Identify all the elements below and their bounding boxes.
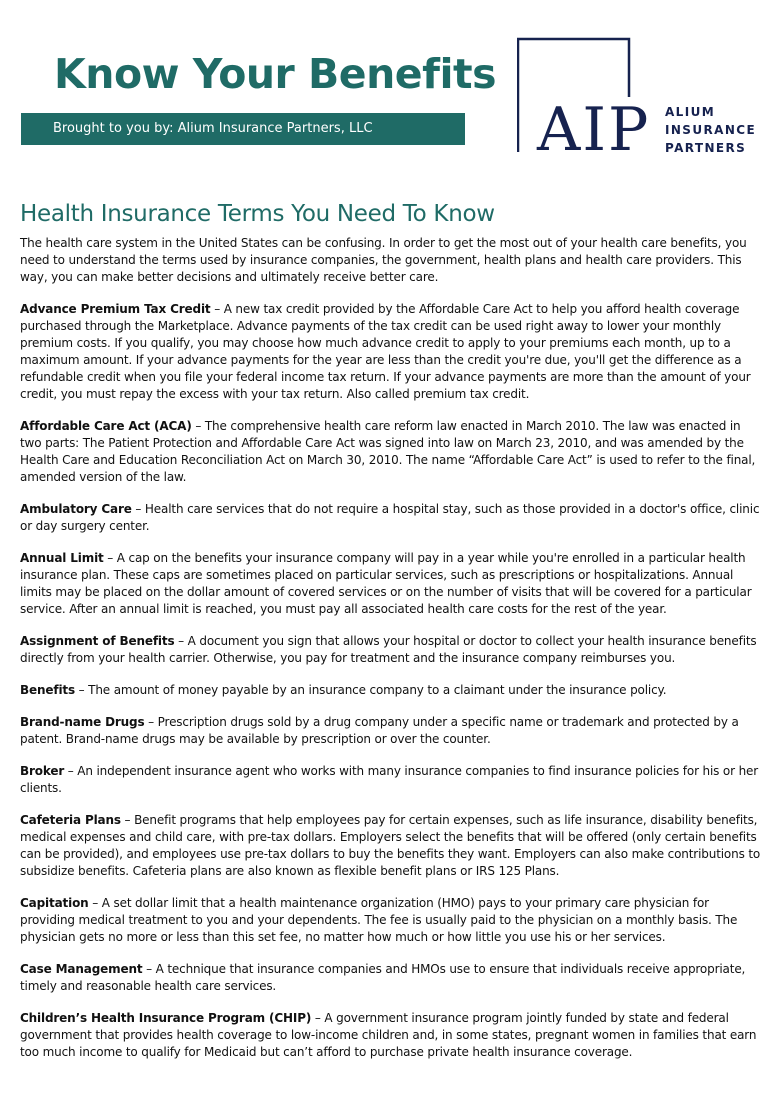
logo-line-1: ALIUM — [665, 105, 716, 119]
glossary-term: Case Management — [20, 962, 143, 976]
glossary-definition: – A document you sign that allows your hospital or doctor to collect your health insurance benefits directly from your health carrier. Otherwise, you pay for treatment and the insurance company reimburses you. — [20, 634, 757, 665]
glossary-term: Broker — [20, 764, 65, 778]
company-logo — [517, 37, 767, 155]
glossary-definition: – The amount of money payable by an insurance company to a claimant under the insurance policy. — [74, 683, 667, 697]
glossary-entry — [20, 1010, 763, 1061]
glossary-definition: – A cap on the benefits your insurance company will pay in a year while you're enrolled in a particular health insurance plan. These caps are sometimes placed on particular services, such as prescriptions or hospitalizations. Annual limits may be placed on the dollar amount of covered services or on the number of visits that will be covered for a particular service. After an annual limit is reached, you must pay all associated health care costs for the rest of the year. — [20, 551, 752, 616]
glossary-term: Capitation — [20, 896, 89, 910]
intro-paragraph: The health care system in the United States can be confusing. In order to get the most out of your health care benefits, you need to understand the terms used by insurance companies, the government, health plans and health care providers. This way, you can make better decisions and ultimately receive better care. — [20, 236, 747, 284]
glossary-definition: – Prescription drugs sold by a drug company under a specific name or trademark and protected by a patent. Brand-name drugs may be available by prescription or over the counter. — [20, 715, 739, 746]
glossary-definition: – A new tax credit provided by the Affordable Care Act to help you afford health coverage purchased through the Marketplace. Advance payments of the tax credit can be used right away to lower your monthly premium costs. If you qualify, you may choose how much advance credit to apply to your premiums each month, up to a maximum amount. If your advance payments for the year are less than the credit you're due, you'll get the difference as a refundable credit when you file your federal income tax return. If your advance payments are more than the amount of your credit, you must repay the excess with your tax return. Also called premium tax credit. — [20, 302, 751, 401]
glossary-term: Brand-name Drugs — [20, 715, 145, 729]
glossary-entry — [20, 682, 763, 699]
glossary-term: Affordable Care Act (ACA) — [20, 419, 192, 433]
glossary-definition: – A technique that insurance companies and HMOs use to ensure that individuals receive appropriate, timely and reasonable health care services. — [20, 962, 746, 993]
logo-line-2: INSURANCE — [665, 123, 757, 137]
glossary-entry — [20, 301, 763, 403]
glossary-term: Annual Limit — [20, 551, 104, 565]
logo-monogram: AIP — [537, 95, 651, 155]
glossary-definition: – A government insurance program jointly funded by state and federal government that provides health coverage to low-income children and, in some states, pregnant women in families that earn too much income to qualify for Medicaid but can’t afford to purchase private health insurance coverage. — [20, 1011, 757, 1059]
glossary-entry — [20, 633, 763, 667]
glossary-term: Ambulatory Care — [20, 502, 132, 516]
section-heading: Health Insurance Terms You Need To Know — [20, 201, 495, 227]
glossary-entry — [20, 418, 763, 486]
glossary-entry — [20, 714, 763, 748]
glossary-entry — [20, 763, 763, 797]
logo-line-3: PARTNERS — [665, 141, 747, 155]
glossary-definition: – Health care services that do not require a hospital stay, such as those provided in a doctor's office, clinic or day surgery center. — [20, 502, 760, 533]
glossary-definition: – The comprehensive health care reform law enacted in March 2010. The law was enacted in two parts: The Patient Protection and Affordable Care Act was signed into law on March 23, 2010, and was amended by the Health Care and Education Reconciliation Act on March 30, 2010. The name “Affordable Care Act” is used to refer to the final, amended version of the law. — [20, 419, 756, 484]
sponsor-banner: Brought to you by: Alium Insurance Partners, LLC — [21, 113, 465, 145]
glossary-entry — [20, 812, 763, 880]
glossary-definition: – A set dollar limit that a health maintenance organization (HMO) pays to your primary care physician for providing medical treatment to you and your dependents. The fee is usually paid to the physician on a monthly basis. The physician gets no more or less than this set fee, no matter how much or how little you use his or her services. — [20, 896, 738, 944]
glossary-content — [20, 235, 763, 1076]
glossary-entry — [20, 550, 763, 618]
glossary-definition: – An independent insurance agent who works with many insurance companies to find insurance policies for his or her clients. — [20, 764, 759, 795]
glossary-term: Assignment of Benefits — [20, 634, 175, 648]
glossary-entry — [20, 895, 763, 946]
glossary-term: Children’s Health Insurance Program (CHIP) — [20, 1011, 312, 1025]
glossary-entry — [20, 961, 763, 995]
glossary-definition: – Benefit programs that help employees pay for certain expenses, such as life insurance, disability benefits, medical expenses and child care, with pre-tax dollars. Employers select the benefits that will be offered (only certain benefits can be provided), and employees use pre-tax dollars to buy the benefits they want. Employers can also make contributions to subsidize benefits. Cafeteria plans are also known as flexible benefit plans or IRS 125 Plans. — [20, 813, 761, 878]
glossary-term: Benefits — [20, 683, 75, 697]
glossary-term: Advance Premium Tax Credit — [20, 302, 211, 316]
page-title: Know Your Benefits — [54, 50, 496, 98]
glossary-entry — [20, 501, 763, 535]
logo-wordmark — [665, 103, 756, 157]
glossary-term: Cafeteria Plans — [20, 813, 121, 827]
